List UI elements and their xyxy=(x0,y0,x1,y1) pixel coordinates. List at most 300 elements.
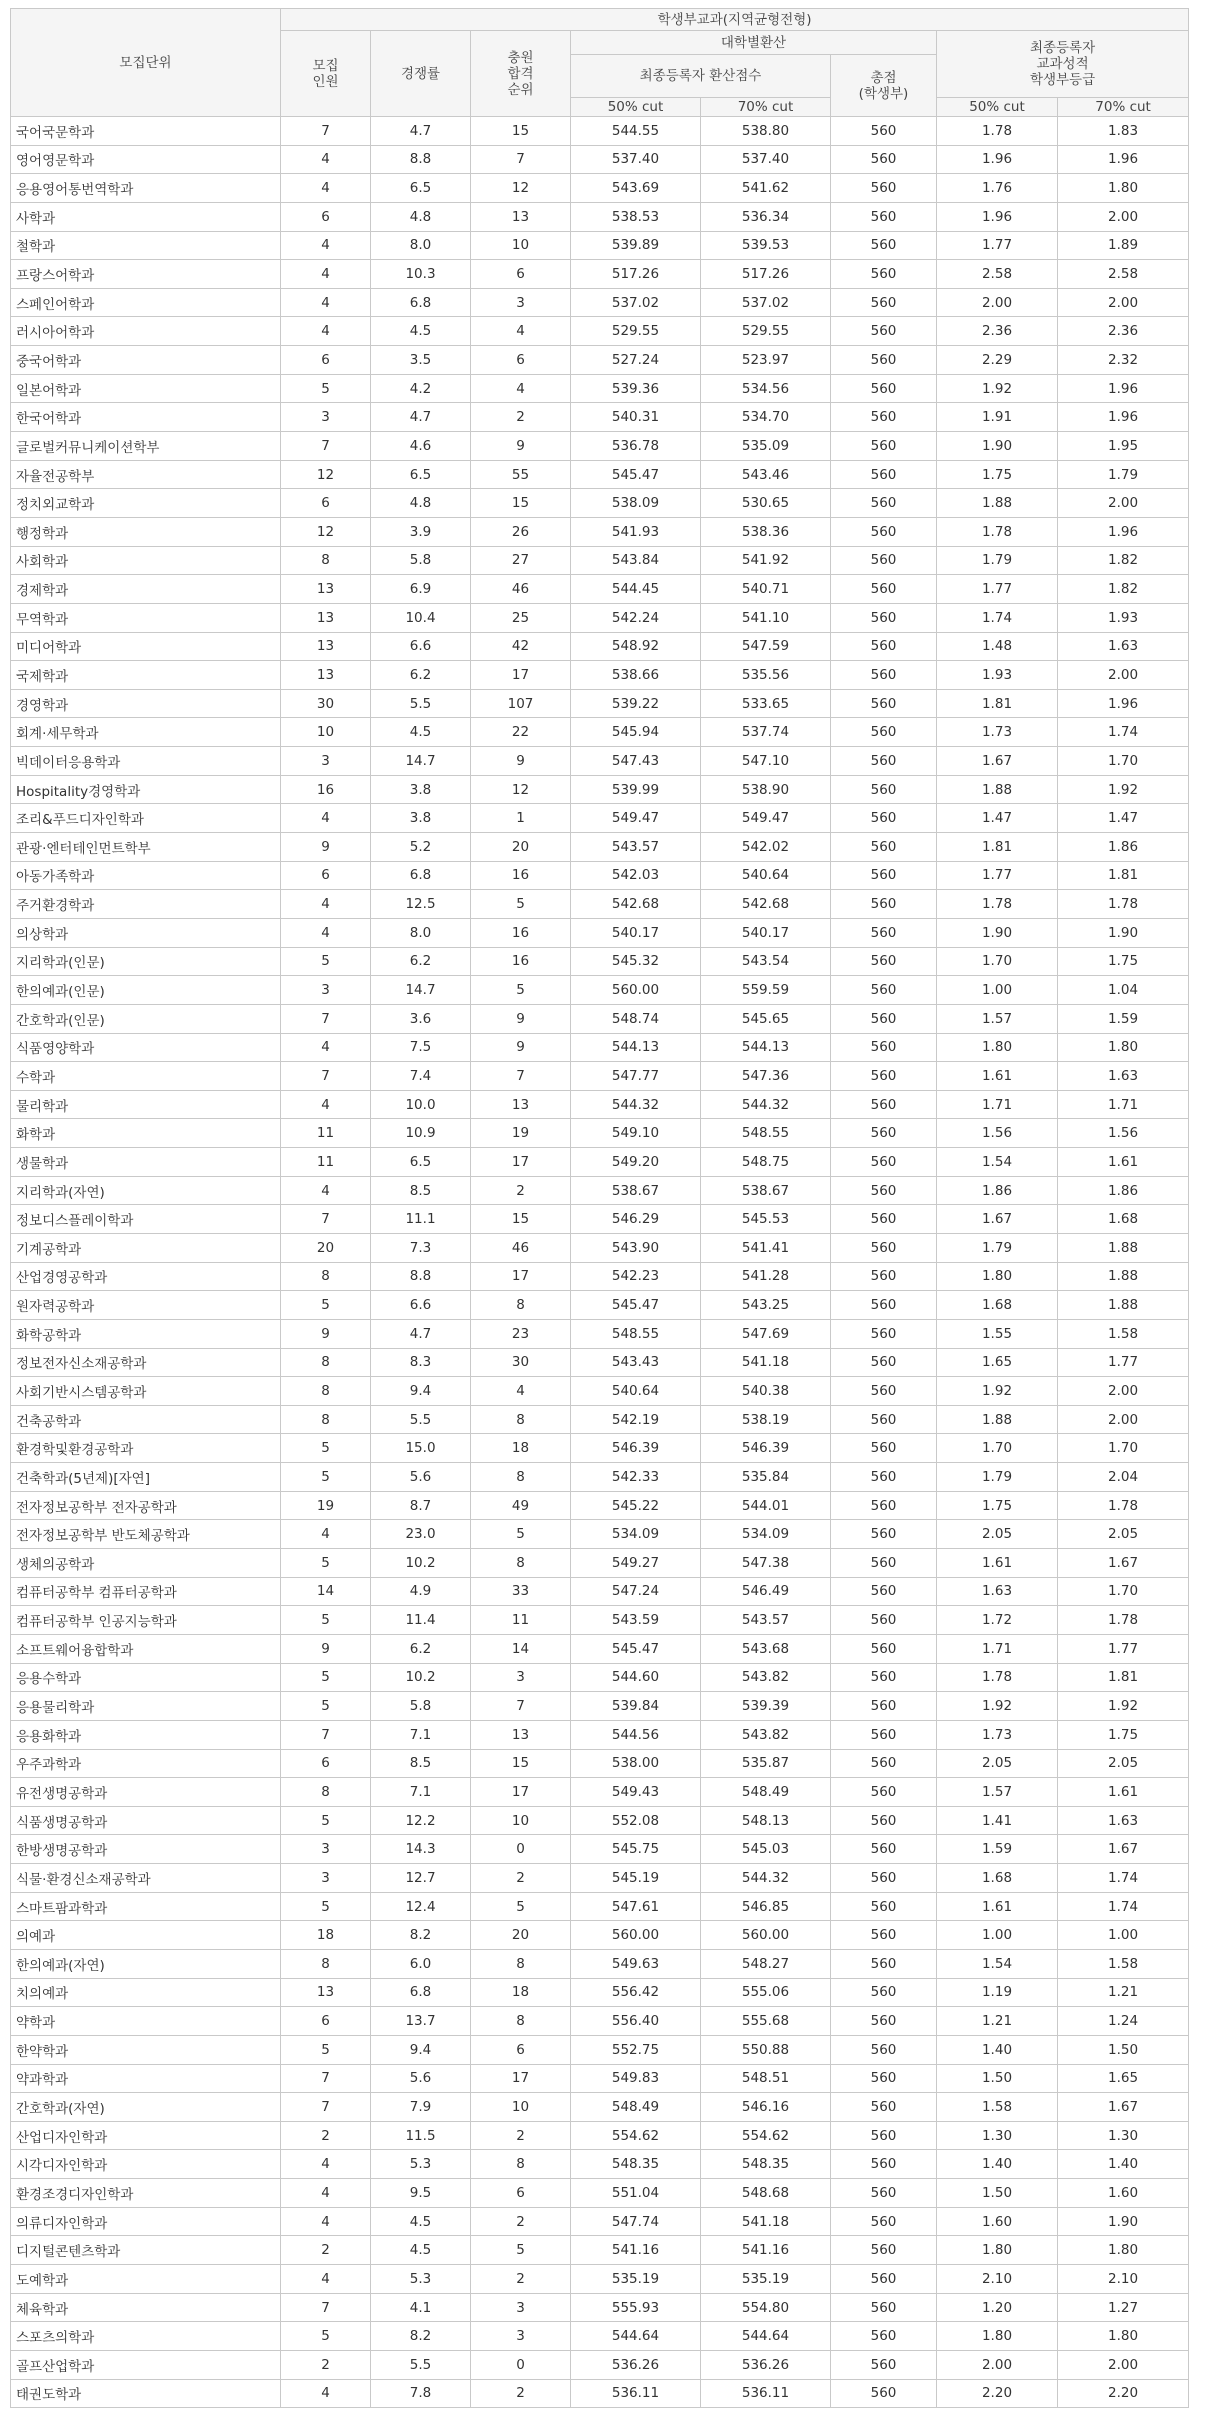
competition-ratio-cell: 7.9 xyxy=(371,2093,471,2122)
total-score-cell: 560 xyxy=(831,661,937,690)
waitlist-rank-cell: 4 xyxy=(471,317,571,346)
total-score-cell: 560 xyxy=(831,432,937,461)
grade-cut50-cell: 1.56 xyxy=(937,1119,1058,1148)
waitlist-rank-cell: 8 xyxy=(471,2007,571,2036)
score-cut70-cell: 535.56 xyxy=(701,661,831,690)
department-cell: 의류디자인학과 xyxy=(11,2207,281,2236)
table-row xyxy=(11,1262,1189,1291)
table-row xyxy=(11,1119,1189,1148)
table-row xyxy=(11,1090,1189,1119)
grade-cut50-cell: 1.54 xyxy=(937,1950,1058,1979)
competition-ratio-cell: 14.7 xyxy=(371,747,471,776)
recruit-count-cell: 7 xyxy=(281,117,371,146)
competition-ratio-cell: 5.5 xyxy=(371,1405,471,1434)
grade-cut70-cell: 1.70 xyxy=(1058,1577,1189,1606)
score-cut70-cell: 541.18 xyxy=(701,2207,831,2236)
score-cut50-cell: 545.32 xyxy=(571,947,701,976)
table-row xyxy=(11,1950,1189,1979)
score-cut70-cell: 546.16 xyxy=(701,2093,831,2122)
recruit-count-cell: 9 xyxy=(281,833,371,862)
total-score-cell: 560 xyxy=(831,1434,937,1463)
department-cell: 경제학과 xyxy=(11,575,281,604)
department-cell: 태권도학과 xyxy=(11,2379,281,2408)
score-cut50-cell: 517.26 xyxy=(571,260,701,289)
competition-ratio-cell: 4.5 xyxy=(371,718,471,747)
grade-cut50-cell: 1.71 xyxy=(937,1090,1058,1119)
grade-cut50-cell: 1.79 xyxy=(937,1463,1058,1492)
recruit-count-cell: 6 xyxy=(281,489,371,518)
recruit-count-cell: 13 xyxy=(281,603,371,632)
competition-ratio-cell: 11.5 xyxy=(371,2121,471,2150)
waitlist-rank-cell: 8 xyxy=(471,1463,571,1492)
recruit-count-cell: 20 xyxy=(281,1233,371,1262)
table-row xyxy=(11,317,1189,346)
recruit-count-cell: 4 xyxy=(281,1033,371,1062)
total-score-cell: 560 xyxy=(831,2121,937,2150)
table-row xyxy=(11,833,1189,862)
recruit-count-cell: 13 xyxy=(281,575,371,604)
total-score-cell: 560 xyxy=(831,403,937,432)
total-score-cell: 560 xyxy=(831,231,937,260)
grade-cut70-cell: 1.71 xyxy=(1058,1090,1189,1119)
department-cell: 골프산업학과 xyxy=(11,2350,281,2379)
table-row xyxy=(11,2350,1189,2379)
total-score-cell: 560 xyxy=(831,2293,937,2322)
waitlist-rank-cell: 46 xyxy=(471,1233,571,1262)
grade-cut50-cell: 1.80 xyxy=(937,2236,1058,2265)
grade-cut70-cell: 1.90 xyxy=(1058,2207,1189,2236)
table-row xyxy=(11,117,1189,146)
score-cut70-cell: 543.68 xyxy=(701,1634,831,1663)
waitlist-rank-cell: 9 xyxy=(471,1004,571,1033)
score-cut50-cell: 538.67 xyxy=(571,1176,701,1205)
score-cut50-cell: 556.42 xyxy=(571,1978,701,2007)
score-cut50-cell: 555.93 xyxy=(571,2293,701,2322)
grade-cut70-cell: 1.60 xyxy=(1058,2179,1189,2208)
total-score-cell: 560 xyxy=(831,947,937,976)
score-cut50-cell: 544.55 xyxy=(571,117,701,146)
total-score-cell: 560 xyxy=(831,1463,937,1492)
total-score-cell: 560 xyxy=(831,718,937,747)
waitlist-rank-cell: 4 xyxy=(471,1377,571,1406)
competition-ratio-cell: 7.8 xyxy=(371,2379,471,2408)
department-cell: 식품영양학과 xyxy=(11,1033,281,1062)
recruit-count-cell: 5 xyxy=(281,1806,371,1835)
table-row xyxy=(11,632,1189,661)
score-cut50-cell: 534.09 xyxy=(571,1520,701,1549)
grade-cut50-cell: 1.92 xyxy=(937,1692,1058,1721)
competition-ratio-cell: 4.6 xyxy=(371,432,471,461)
total-score-cell: 560 xyxy=(831,546,937,575)
total-score-cell: 560 xyxy=(831,1291,937,1320)
waitlist-rank-cell: 46 xyxy=(471,575,571,604)
score-cut70-cell: 543.54 xyxy=(701,947,831,976)
total-score-cell: 560 xyxy=(831,174,937,203)
score-cut70-cell: 535.87 xyxy=(701,1749,831,1778)
grade-cut70-cell: 1.81 xyxy=(1058,861,1189,890)
table-row xyxy=(11,1634,1189,1663)
score-cut70-cell: 555.06 xyxy=(701,1978,831,2007)
score-cut50-cell: 548.92 xyxy=(571,632,701,661)
waitlist-rank-cell: 16 xyxy=(471,918,571,947)
total-score-cell: 560 xyxy=(831,288,937,317)
grade-cut50-cell: 1.68 xyxy=(937,1291,1058,1320)
grade-cut50-cell: 1.41 xyxy=(937,1806,1058,1835)
waitlist-rank-cell: 17 xyxy=(471,661,571,690)
waitlist-rank-cell: 49 xyxy=(471,1491,571,1520)
table-row xyxy=(11,1233,1189,1262)
department-cell: 프랑스어학과 xyxy=(11,260,281,289)
score-cut70-cell: 541.16 xyxy=(701,2236,831,2265)
grade-cut50-cell: 1.60 xyxy=(937,2207,1058,2236)
score-cut50-cell: 548.74 xyxy=(571,1004,701,1033)
score-cut50-cell: 539.22 xyxy=(571,689,701,718)
score-cut50-cell: 545.94 xyxy=(571,718,701,747)
grade-cut70-cell: 1.77 xyxy=(1058,1348,1189,1377)
score-cut70-cell: 543.82 xyxy=(701,1720,831,1749)
department-cell: 화학과 xyxy=(11,1119,281,1148)
score-cut50-cell: 542.03 xyxy=(571,861,701,890)
grade-cut50-cell: 1.78 xyxy=(937,117,1058,146)
table-row xyxy=(11,202,1189,231)
table-row xyxy=(11,2093,1189,2122)
waitlist-rank-cell: 5 xyxy=(471,2236,571,2265)
recruit-count-cell: 3 xyxy=(281,1864,371,1893)
score-cut70-cell: 534.09 xyxy=(701,1520,831,1549)
grade-cut70-cell: 1.65 xyxy=(1058,2064,1189,2093)
grade-cut70-cell: 1.21 xyxy=(1058,1978,1189,2007)
total-score-cell: 560 xyxy=(831,575,937,604)
recruit-count-cell: 8 xyxy=(281,1348,371,1377)
department-cell: 사회기반시스템공학과 xyxy=(11,1377,281,1406)
score-cut50-cell: 540.64 xyxy=(571,1377,701,1406)
grade-cut50-cell: 2.20 xyxy=(937,2379,1058,2408)
total-score-cell: 560 xyxy=(831,890,937,919)
table-row xyxy=(11,460,1189,489)
total-score-cell: 560 xyxy=(831,1520,937,1549)
grade-cut50-cell: 1.93 xyxy=(937,661,1058,690)
total-score-cell: 560 xyxy=(831,2007,937,2036)
competition-ratio-cell: 3.8 xyxy=(371,775,471,804)
header-grade-line-3: 학생부등급 xyxy=(1029,72,1096,88)
grade-cut70-cell: 2.20 xyxy=(1058,2379,1189,2408)
total-score-cell: 560 xyxy=(831,1663,937,1692)
admission-results-table xyxy=(10,8,1189,2408)
waitlist-rank-cell: 5 xyxy=(471,1520,571,1549)
score-cut50-cell: 540.31 xyxy=(571,403,701,432)
waitlist-rank-cell: 8 xyxy=(471,1291,571,1320)
score-cut50-cell: 552.75 xyxy=(571,2035,701,2064)
competition-ratio-cell: 3.9 xyxy=(371,517,471,546)
grade-cut70-cell: 1.70 xyxy=(1058,1434,1189,1463)
competition-ratio-cell: 5.5 xyxy=(371,2350,471,2379)
grade-cut70-cell: 1.78 xyxy=(1058,1491,1189,1520)
grade-cut50-cell: 1.88 xyxy=(937,489,1058,518)
waitlist-rank-cell: 12 xyxy=(471,775,571,804)
competition-ratio-cell: 10.2 xyxy=(371,1663,471,1692)
grade-cut50-cell: 1.76 xyxy=(937,174,1058,203)
department-cell: 한의예과(인문) xyxy=(11,976,281,1005)
competition-ratio-cell: 3.6 xyxy=(371,1004,471,1033)
score-cut70-cell: 541.92 xyxy=(701,546,831,575)
score-cut70-cell: 536.34 xyxy=(701,202,831,231)
grade-cut50-cell: 1.73 xyxy=(937,718,1058,747)
department-cell: 정보전자신소재공학과 xyxy=(11,1348,281,1377)
grade-cut50-cell: 1.74 xyxy=(937,603,1058,632)
total-score-cell: 560 xyxy=(831,1606,937,1635)
recruit-count-cell: 4 xyxy=(281,317,371,346)
competition-ratio-cell: 8.8 xyxy=(371,1262,471,1291)
recruit-count-cell: 4 xyxy=(281,918,371,947)
grade-cut70-cell: 1.30 xyxy=(1058,2121,1189,2150)
competition-ratio-cell: 10.4 xyxy=(371,603,471,632)
competition-ratio-cell: 12.4 xyxy=(371,1892,471,1921)
table-row xyxy=(11,1806,1189,1835)
grade-cut50-cell: 2.36 xyxy=(937,317,1058,346)
grade-cut70-cell: 1.78 xyxy=(1058,1606,1189,1635)
header-score: 최종등록자 환산점수 xyxy=(571,55,831,98)
score-cut50-cell: 543.43 xyxy=(571,1348,701,1377)
table-row xyxy=(11,1463,1189,1492)
table-row xyxy=(11,804,1189,833)
department-cell: 건축학과(5년제)[자연] xyxy=(11,1463,281,1492)
total-score-cell: 560 xyxy=(831,1549,937,1578)
recruit-count-cell: 2 xyxy=(281,2236,371,2265)
grade-cut50-cell: 1.79 xyxy=(937,1233,1058,1262)
waitlist-rank-cell: 5 xyxy=(471,1892,571,1921)
table-row xyxy=(11,2322,1189,2351)
grade-cut50-cell: 1.67 xyxy=(937,1205,1058,1234)
waitlist-rank-cell: 25 xyxy=(471,603,571,632)
score-cut50-cell: 542.24 xyxy=(571,603,701,632)
department-cell: 관광·엔터테인먼트학부 xyxy=(11,833,281,862)
total-score-cell: 560 xyxy=(831,489,937,518)
grade-cut50-cell: 1.90 xyxy=(937,432,1058,461)
score-cut70-cell: 546.39 xyxy=(701,1434,831,1463)
recruit-count-cell: 5 xyxy=(281,1692,371,1721)
grade-cut50-cell: 2.10 xyxy=(937,2265,1058,2294)
recruit-count-cell: 11 xyxy=(281,1148,371,1177)
department-cell: 한약학과 xyxy=(11,2035,281,2064)
recruit-count-cell: 10 xyxy=(281,718,371,747)
recruit-count-cell: 13 xyxy=(281,661,371,690)
department-cell: 우주과학과 xyxy=(11,1749,281,1778)
competition-ratio-cell: 4.9 xyxy=(371,1577,471,1606)
table-row xyxy=(11,1778,1189,1807)
score-cut70-cell: 547.69 xyxy=(701,1319,831,1348)
waitlist-rank-cell: 6 xyxy=(471,2035,571,2064)
table-row xyxy=(11,603,1189,632)
grade-cut70-cell: 1.04 xyxy=(1058,976,1189,1005)
grade-cut50-cell: 1.59 xyxy=(937,1835,1058,1864)
recruit-count-cell: 4 xyxy=(281,145,371,174)
table-row xyxy=(11,1921,1189,1950)
waitlist-rank-cell: 10 xyxy=(471,1806,571,1835)
table-row xyxy=(11,1291,1189,1320)
score-cut70-cell: 548.13 xyxy=(701,1806,831,1835)
recruit-count-cell: 13 xyxy=(281,1978,371,2007)
score-cut70-cell: 538.19 xyxy=(701,1405,831,1434)
department-cell: 글로벌커뮤니케이션학부 xyxy=(11,432,281,461)
department-cell: 디지털콘텐츠학과 xyxy=(11,2236,281,2265)
waitlist-rank-cell: 9 xyxy=(471,1033,571,1062)
waitlist-rank-cell: 10 xyxy=(471,2093,571,2122)
department-cell: 정치외교학과 xyxy=(11,489,281,518)
table-row xyxy=(11,661,1189,690)
department-cell: Hospitality경영학과 xyxy=(11,775,281,804)
department-cell: 사회학과 xyxy=(11,546,281,575)
total-score-cell: 560 xyxy=(831,1864,937,1893)
header-recruit xyxy=(281,31,371,117)
department-cell: 스페인어학과 xyxy=(11,288,281,317)
grade-cut70-cell: 1.88 xyxy=(1058,1262,1189,1291)
total-score-cell: 560 xyxy=(831,460,937,489)
table-row xyxy=(11,174,1189,203)
table-row xyxy=(11,1835,1189,1864)
grade-cut50-cell: 1.61 xyxy=(937,1892,1058,1921)
total-score-cell: 560 xyxy=(831,1119,937,1148)
grade-cut70-cell: 1.80 xyxy=(1058,2322,1189,2351)
department-cell: 미디어학과 xyxy=(11,632,281,661)
score-cut70-cell: 545.53 xyxy=(701,1205,831,1234)
score-cut50-cell: 549.27 xyxy=(571,1549,701,1578)
competition-ratio-cell: 7.3 xyxy=(371,1233,471,1262)
total-score-cell: 560 xyxy=(831,1405,937,1434)
waitlist-rank-cell: 6 xyxy=(471,346,571,375)
grade-cut50-cell: 1.96 xyxy=(937,202,1058,231)
score-cut50-cell: 551.04 xyxy=(571,2179,701,2208)
competition-ratio-cell: 7.4 xyxy=(371,1062,471,1091)
grade-cut70-cell: 2.10 xyxy=(1058,2265,1189,2294)
competition-ratio-cell: 12.7 xyxy=(371,1864,471,1893)
department-cell: 유전생명공학과 xyxy=(11,1778,281,1807)
competition-ratio-cell: 8.0 xyxy=(371,231,471,260)
grade-cut50-cell: 1.73 xyxy=(937,1720,1058,1749)
waitlist-rank-cell: 15 xyxy=(471,489,571,518)
score-cut70-cell: 548.75 xyxy=(701,1148,831,1177)
total-score-cell: 560 xyxy=(831,117,937,146)
recruit-count-cell: 7 xyxy=(281,1205,371,1234)
table-row xyxy=(11,374,1189,403)
score-cut70-cell: 541.28 xyxy=(701,1262,831,1291)
grade-cut70-cell: 1.63 xyxy=(1058,632,1189,661)
waitlist-rank-cell: 18 xyxy=(471,1434,571,1463)
table-row xyxy=(11,2379,1189,2408)
grade-cut70-cell: 1.74 xyxy=(1058,1892,1189,1921)
header-total-line-2: (학생부) xyxy=(858,85,909,102)
score-cut70-cell: 542.68 xyxy=(701,890,831,919)
grade-cut50-cell: 1.48 xyxy=(937,632,1058,661)
competition-ratio-cell: 11.1 xyxy=(371,1205,471,1234)
score-cut70-cell: 541.18 xyxy=(701,1348,831,1377)
table-row xyxy=(11,890,1189,919)
department-cell: 원자력공학과 xyxy=(11,1291,281,1320)
department-cell: 식물·환경신소재공학과 xyxy=(11,1864,281,1893)
grade-cut50-cell: 1.40 xyxy=(937,2150,1058,2179)
department-cell: 환경학및환경공학과 xyxy=(11,1434,281,1463)
department-cell: 약학과 xyxy=(11,2007,281,2036)
grade-cut70-cell: 2.05 xyxy=(1058,1749,1189,1778)
waitlist-rank-cell: 16 xyxy=(471,947,571,976)
recruit-count-cell: 8 xyxy=(281,546,371,575)
grade-cut50-cell: 1.67 xyxy=(937,747,1058,776)
recruit-count-cell: 4 xyxy=(281,288,371,317)
grade-cut50-cell: 1.80 xyxy=(937,1262,1058,1291)
grade-cut50-cell: 2.00 xyxy=(937,2350,1058,2379)
recruit-count-cell: 8 xyxy=(281,1405,371,1434)
score-cut70-cell: 536.26 xyxy=(701,2350,831,2379)
score-cut50-cell: 549.47 xyxy=(571,804,701,833)
waitlist-rank-cell: 0 xyxy=(471,2350,571,2379)
grade-cut70-cell: 2.32 xyxy=(1058,346,1189,375)
competition-ratio-cell: 4.7 xyxy=(371,403,471,432)
score-cut50-cell: 545.47 xyxy=(571,1291,701,1320)
score-cut50-cell: 537.40 xyxy=(571,145,701,174)
grade-cut50-cell: 1.20 xyxy=(937,2293,1058,2322)
grade-cut50-cell: 1.71 xyxy=(937,1634,1058,1663)
table-row xyxy=(11,2121,1189,2150)
total-score-cell: 560 xyxy=(831,1835,937,1864)
department-cell: 생체의공학과 xyxy=(11,1549,281,1578)
recruit-count-cell: 6 xyxy=(281,2007,371,2036)
grade-cut50-cell: 1.47 xyxy=(937,804,1058,833)
score-cut50-cell: 549.43 xyxy=(571,1778,701,1807)
department-cell: 의예과 xyxy=(11,1921,281,1950)
grade-cut70-cell: 1.77 xyxy=(1058,1634,1189,1663)
total-score-cell: 560 xyxy=(831,1262,937,1291)
competition-ratio-cell: 6.6 xyxy=(371,632,471,661)
competition-ratio-cell: 15.0 xyxy=(371,1434,471,1463)
table-row xyxy=(11,1892,1189,1921)
table-row xyxy=(11,1319,1189,1348)
grade-cut70-cell: 2.58 xyxy=(1058,260,1189,289)
score-cut50-cell: 542.19 xyxy=(571,1405,701,1434)
department-cell: 약과학과 xyxy=(11,2064,281,2093)
grade-cut50-cell: 1.40 xyxy=(937,2035,1058,2064)
recruit-count-cell: 7 xyxy=(281,2093,371,2122)
header-score-cut70: 70% cut xyxy=(701,98,831,117)
recruit-count-cell: 30 xyxy=(281,689,371,718)
grade-cut70-cell: 2.00 xyxy=(1058,202,1189,231)
department-cell: 한방생명공학과 xyxy=(11,1835,281,1864)
total-score-cell: 560 xyxy=(831,1778,937,1807)
table-row xyxy=(11,260,1189,289)
score-cut70-cell: 544.64 xyxy=(701,2322,831,2351)
score-cut50-cell: 547.74 xyxy=(571,2207,701,2236)
competition-ratio-cell: 10.9 xyxy=(371,1119,471,1148)
score-cut50-cell: 546.39 xyxy=(571,1434,701,1463)
total-score-cell: 560 xyxy=(831,2150,937,2179)
waitlist-rank-cell: 18 xyxy=(471,1978,571,2007)
grade-cut50-cell: 1.63 xyxy=(937,1577,1058,1606)
total-score-cell: 560 xyxy=(831,2379,937,2408)
table-row xyxy=(11,1577,1189,1606)
score-cut70-cell: 560.00 xyxy=(701,1921,831,1950)
recruit-count-cell: 18 xyxy=(281,1921,371,1950)
department-cell: 회계·세무학과 xyxy=(11,718,281,747)
grade-cut50-cell: 1.50 xyxy=(937,2179,1058,2208)
waitlist-rank-cell: 17 xyxy=(471,1262,571,1291)
grade-cut50-cell: 1.81 xyxy=(937,833,1058,862)
score-cut70-cell: 550.88 xyxy=(701,2035,831,2064)
table-row xyxy=(11,1720,1189,1749)
total-score-cell: 560 xyxy=(831,145,937,174)
competition-ratio-cell: 6.8 xyxy=(371,861,471,890)
grade-cut50-cell: 2.58 xyxy=(937,260,1058,289)
grade-cut50-cell: 1.77 xyxy=(937,231,1058,260)
grade-cut70-cell: 1.56 xyxy=(1058,1119,1189,1148)
table-row xyxy=(11,1148,1189,1177)
